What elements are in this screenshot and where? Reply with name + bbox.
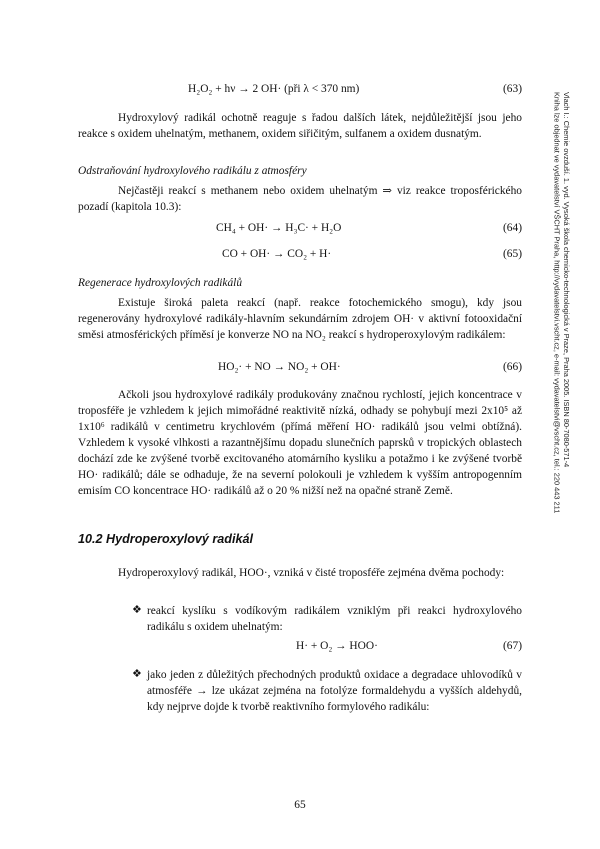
paragraph-hoo-intro: Hydroperoxylový radikál, HOO·, vzniká v čisté troposféře zejména dvěma pochody: xyxy=(118,567,505,579)
section-heading: 10.2 Hydroperoxylový radikál xyxy=(78,532,253,546)
paragraph-oh-regeneration: Existuje široká paleta reakcí (např. reakce fotochemického smogu), kdy jsou regenerovány hydroxylové radikály-hlavním sekundárním zdrojem OH· v aktivní fotooxidační směsi atmosférických příměsí je konverze NO na NO₂ reakcí s hydroperoxylovým radikálem: xyxy=(78,297,522,341)
bullet-item-1: reakcí kyslíku s vodíkovým radikálem vzniklým při reakci hydroxylového radikálu s oxidem uhelnatým: xyxy=(147,605,522,633)
equation-66-number: (66) xyxy=(503,361,522,373)
bullet-icon: ❖ xyxy=(132,667,142,680)
equation-67-number: (67) xyxy=(503,640,522,652)
paragraph-oh-reactions: Hydroxylový radikál ochotně reaguje s řadou dalších látek, nejdůležitější jsou jeho reakce s oxidem uhelnatým, methanem, oxidem siřičitým, sulfanem a oxidem dusnatým. xyxy=(78,112,522,140)
equation-63-number: (63) xyxy=(503,83,522,95)
bullet-icon: ❖ xyxy=(132,603,142,616)
equation-64-number: (64) xyxy=(503,222,522,234)
paragraph-oh-removal: Nejčastěji reakcí s methanem nebo oxidem uhelnatým ⇒ viz reakce troposférického pozadí (kapitola 10.3): xyxy=(78,185,522,213)
paragraph-oh-concentration: Ačkoli jsou hydroxylové radikály produkovány značnou rychlostí, jejich koncentrace v troposféře je vzhledem k jejich mimořádné reaktivitě nízká, odhady se pohybují mezi 2x10⁵ až 1x10⁶ radikálů v centimetru krychlovém (přímá měření HO· radikálů jsou velmi obtížná). Vzhledem k vysoké vlhkosti a razantnějšímu dopadu slunečních paprsků v tropických oblastech dochází zde ke zvýšené tvorbě excitovaného atomárního kysliku a potažmo i ke zvýšené tvorbě HO· radikálů; dále se odhaduje, že na severní polokouli je vzhledem k vyšším antropogenním emisím CO koncentrace HO· radikálů až o 20 % nižší než na opačné straně Země. xyxy=(78,389,522,497)
side-note-line-2: Kniha lze objednat ve vydavatelství VŠCHT Praha, http://vydavatelstvi.vscht.cz, e-mail: vydavatelstvi@vscht.cz, tel.: 220 443 211 xyxy=(552,92,562,514)
equation-67: H· + O₂ → HOO· xyxy=(296,640,378,652)
equation-65: CO + OH· → CO₂ + H· xyxy=(222,248,332,260)
side-publication-note xyxy=(552,92,571,513)
page-number: 65 xyxy=(294,799,306,811)
subheading-oh-regeneration: Regenerace hydroxylových radikálů xyxy=(78,277,243,289)
equation-63: H₂O₂ + hν → 2 OH· (při λ < 370 nm) xyxy=(188,83,360,95)
equation-64: CH₄ + OH· → H₃C· + H₂O xyxy=(216,222,342,234)
subheading-oh-removal: Odstraňování hydroxylového radikálu z atmosféry xyxy=(78,165,307,177)
side-note-line-1: Vlach I.: Chemie ovzduší. 1. vyd. Vysoká škola chemicko-technologická v Praze, Praha 2005. ISBN 80-7080-571-4 xyxy=(562,92,572,468)
equation-66: HO₂· + NO → NO₂ + OH· xyxy=(218,361,341,373)
bullet-item-2: jako jeden z důležitých přechodných produktů oxidace a degradace uhlovodíků v atmosféře → lze ukázat zejména na fotolýze formaldehydu a vyšších aldehydů, kdy nejprve dojde k tvorbě reaktivního formylového radikálu: xyxy=(147,669,522,713)
equation-65-number: (65) xyxy=(503,248,522,260)
